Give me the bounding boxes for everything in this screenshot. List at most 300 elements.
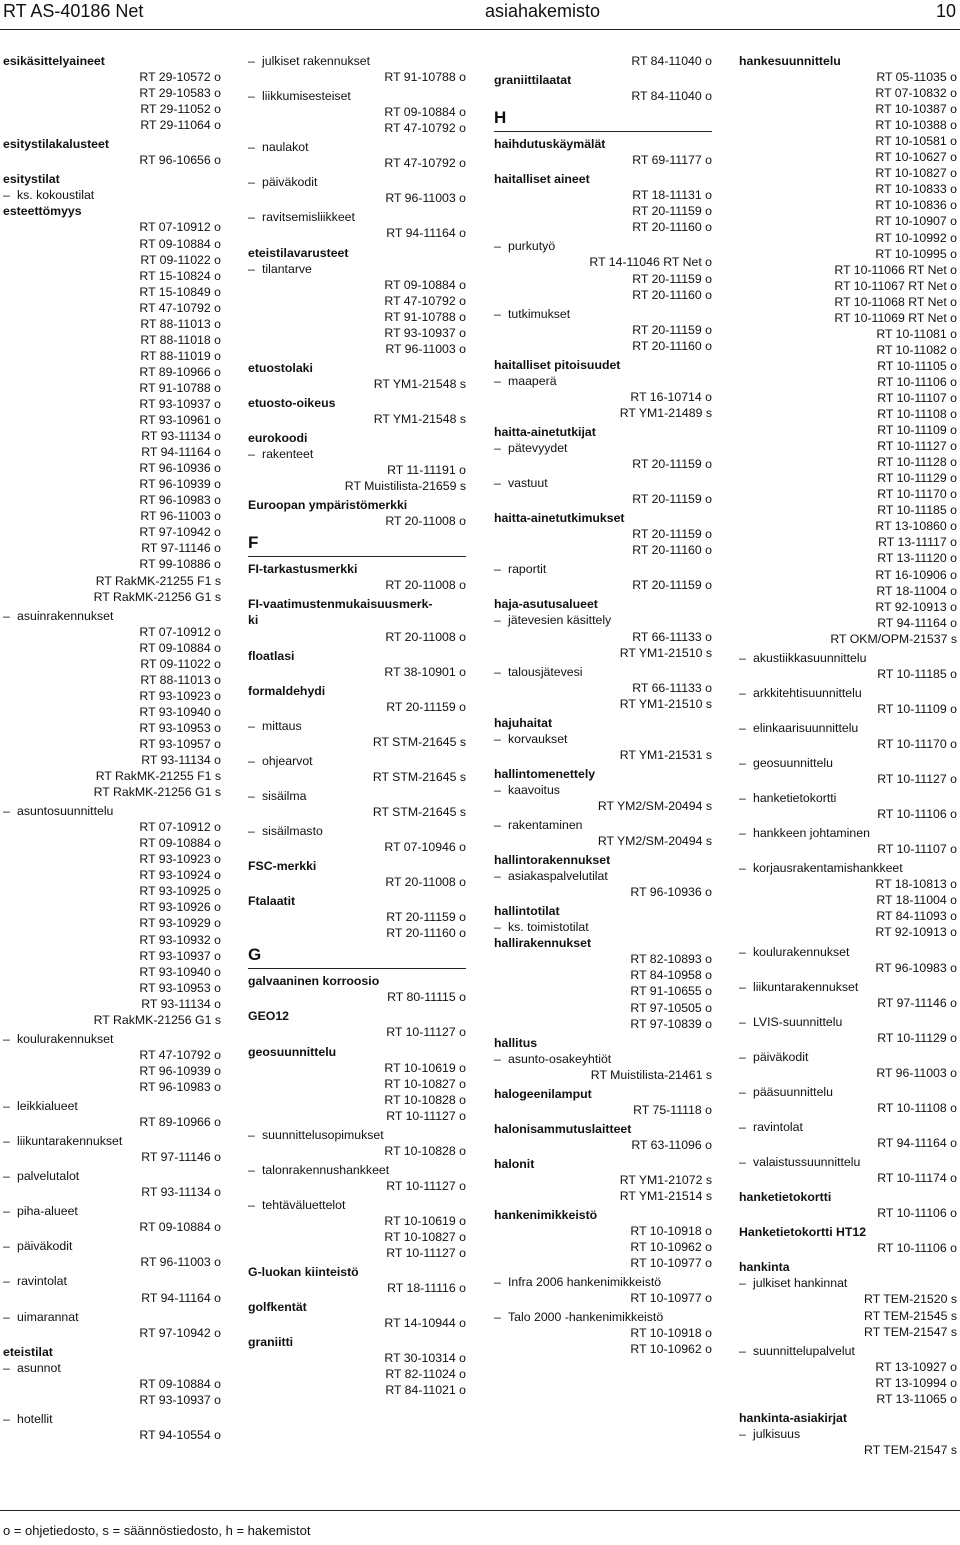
index-subterm: – ravitsemisliikkeet xyxy=(248,209,466,225)
index-subterm: – talonrakennushankkeet xyxy=(248,1162,466,1178)
document-reference: RT 10-11127 o xyxy=(877,772,957,787)
document-reference: RT TEM-21547 s xyxy=(864,1442,957,1457)
document-reference: RT 20-11160 o xyxy=(386,926,466,941)
document-reference: RT 10-11185 o xyxy=(877,503,957,518)
document-reference: RT 20-11160 o xyxy=(632,543,712,558)
header-rule xyxy=(0,29,960,30)
document-reference: RT 10-11105 o xyxy=(877,358,957,373)
document-reference: RT YM1-21072 s xyxy=(619,1173,712,1187)
index-subterm: – asuinrakennukset xyxy=(3,608,221,624)
document-reference: RT 29-10572 o xyxy=(139,70,221,85)
document-reference: RT 20-11159 o xyxy=(632,322,712,337)
document-reference: RT 10-10619 o xyxy=(384,1060,466,1075)
document-reference: RT 38-10901 o xyxy=(384,664,466,679)
document-reference: RT 80-11115 o xyxy=(387,990,466,1005)
document-reference: RT 47-10792 o xyxy=(384,121,466,136)
document-reference: RT 18-11116 o xyxy=(387,1281,466,1296)
document-reference: RT 10-11067 RT Net o xyxy=(834,278,957,293)
index-subterm: – ks. toimistotilat xyxy=(494,919,712,935)
index-subterm: – päiväkodit xyxy=(739,1049,957,1065)
document-reference: RT 15-10824 o xyxy=(139,268,221,283)
index-term: haja-asutusalueet xyxy=(494,597,598,612)
document-reference: RT 10-11106 o xyxy=(877,807,957,822)
document-reference: RT OKM/OPM-21537 s xyxy=(830,631,957,646)
index-term: ki xyxy=(248,613,259,628)
document-reference: RT 10-11068 RT Net o xyxy=(834,294,957,309)
index-subterm: – talousjätevesi xyxy=(494,664,712,680)
index-column-1 xyxy=(3,53,221,1443)
index-subterm: – uimarannat xyxy=(3,1309,221,1325)
document-reference: RT 93-10940 o xyxy=(139,964,221,979)
document-reference: RT 18-11004 o xyxy=(876,583,957,598)
footer-rule xyxy=(0,1510,960,1511)
index-subterm: – koulurakennukset xyxy=(739,944,957,960)
index-subterm: – vastuut xyxy=(494,475,712,491)
document-reference: RT 89-10966 o xyxy=(139,364,221,379)
index-term: esikäsittelyaineet xyxy=(3,54,105,68)
document-reference: RT YM1-21489 s xyxy=(619,405,712,420)
document-reference: RT 14-10944 o xyxy=(384,1316,466,1331)
document-reference: RT 09-11022 o xyxy=(140,656,221,671)
document-reference: RT 93-11134 o xyxy=(141,753,221,768)
document-reference: RT 93-10925 o xyxy=(139,884,221,899)
document-reference: RT 20-11008 o xyxy=(385,629,466,644)
document-reference: RT 10-10962 o xyxy=(630,1342,712,1357)
index-term: hankinta-asiakirjat xyxy=(739,1410,847,1425)
index-subterm: – päiväkodit xyxy=(248,174,466,190)
document-reference: RT 18-11131 o xyxy=(632,188,712,203)
document-reference: RT RakMK-21255 F1 s xyxy=(95,573,221,588)
index-subterm: – ravintolat xyxy=(3,1273,221,1289)
document-reference: RT 10-10828 o xyxy=(384,1143,466,1158)
document-reference: RT 94-10554 o xyxy=(139,1427,221,1442)
document-reference: RT 10-11170 o xyxy=(877,487,957,502)
document-reference: RT 94-11164 o xyxy=(141,445,221,460)
document-reference: RT 10-11174 o xyxy=(877,1171,957,1186)
index-term: esitystilakalusteet xyxy=(3,137,109,152)
index-subterm: – sisäilmasto xyxy=(248,823,466,839)
document-reference: RT YM2/SM-20494 s xyxy=(597,834,712,849)
document-reference: RT 96-11003 o xyxy=(385,191,466,206)
document-reference: RT STM-21645 s xyxy=(372,734,466,749)
document-reference: RT 10-11106 o xyxy=(877,1206,957,1221)
document-reference: RT TEM-21545 s xyxy=(864,1308,957,1323)
index-column-4 xyxy=(739,53,957,1458)
index-term: G-luokan kiinteistö xyxy=(248,1265,359,1280)
section-title: asiahakemisto xyxy=(484,1,601,21)
document-reference: RT 10-11127 o xyxy=(386,1108,466,1123)
document-reference: RT 91-10788 o xyxy=(139,380,221,395)
index-term: haitta-ainetutkimukset xyxy=(494,511,625,526)
index-subterm: – liikuntarakennukset xyxy=(739,979,957,995)
document-reference: RT 92-10913 o xyxy=(875,599,957,614)
document-reference: RT 20-11159 o xyxy=(632,492,712,507)
document-reference: RT 10-10962 o xyxy=(630,1240,712,1255)
document-reference: RT 20-11159 o xyxy=(632,204,712,219)
index-term: hallintorakennukset xyxy=(494,853,611,868)
index-term: haitta-ainetutkijat xyxy=(494,424,596,439)
index-subterm: – korvaukset xyxy=(494,731,712,747)
document-reference: RT 10-11127 o xyxy=(386,1178,466,1193)
document-reference: RT YM1-21510 s xyxy=(619,645,712,660)
document-reference: RT 96-10939 o xyxy=(139,477,221,492)
index-term: eurokoodi xyxy=(248,431,308,446)
document-reference: RT 84-11040 o xyxy=(631,89,712,104)
document-reference: RT 93-10957 o xyxy=(139,736,221,751)
document-reference: RT 96-10983 o xyxy=(139,1079,221,1094)
document-reference: RT 84-10958 o xyxy=(630,968,712,983)
document-reference: RT 97-10942 o xyxy=(139,525,221,540)
document-reference: RT 94-11164 o xyxy=(141,1290,221,1305)
document-reference: RT RakMK-21255 F1 s xyxy=(95,769,221,784)
document-reference: RT 20-11159 o xyxy=(386,910,466,925)
index-subterm: – pätevyydet xyxy=(494,440,712,456)
document-reference: RT 97-10505 o xyxy=(630,1000,712,1015)
document-reference: RT 10-10581 o xyxy=(875,134,957,149)
document-reference: RT 18-11004 o xyxy=(876,893,957,908)
index-term: floatlasi xyxy=(248,648,295,663)
document-reference: RT 09-10884 o xyxy=(384,277,466,292)
document-reference: RT 82-10893 o xyxy=(630,952,712,967)
index-subterm: – julkisuus xyxy=(739,1426,957,1442)
document-reference: RT 13-11065 o xyxy=(876,1391,957,1406)
document-reference: RT 93-10932 o xyxy=(139,932,221,947)
document-reference: RT 96-11003 o xyxy=(385,341,466,356)
document-reference: RT 91-10788 o xyxy=(384,309,466,324)
index-subterm: – tutkimukset xyxy=(494,306,712,322)
index-subterm: – pääsuunnittelu xyxy=(739,1084,957,1100)
document-reference: RT 93-10937 o xyxy=(384,325,466,340)
document-reference: RT 16-10714 o xyxy=(630,389,712,404)
index-term: etuosto-oikeus xyxy=(248,395,336,410)
index-term: esitystilat xyxy=(3,172,60,187)
document-reference: RT 13-11117 o xyxy=(878,535,957,550)
document-reference: RT 14-11046 RT Net o xyxy=(589,255,712,270)
document-reference: RT 66-11133 o xyxy=(632,680,712,695)
document-reference: RT 10-11128 o xyxy=(877,455,957,470)
index-subterm: – piha-alueet xyxy=(3,1203,221,1219)
document-reference: RT 10-11082 o xyxy=(876,342,957,357)
document-reference: RT 93-11134 o xyxy=(141,429,221,444)
page-header xyxy=(0,0,960,28)
document-reference: RT 10-11127 o xyxy=(386,1246,466,1261)
index-subterm: – arkkitehtisuunnittelu xyxy=(739,685,957,701)
index-subterm: – rakenteet xyxy=(248,446,466,462)
index-term: Euroopan ympäristömerkki xyxy=(248,498,408,513)
document-reference: RT 66-11133 o xyxy=(632,629,712,644)
document-reference: RT 10-11107 o xyxy=(877,390,957,405)
document-reference: RT 13-10994 o xyxy=(875,1375,957,1390)
index-subterm: – julkiset hankinnat xyxy=(739,1275,957,1291)
document-reference: RT YM1-21510 s xyxy=(619,696,712,711)
document-reference: RT 47-10792 o xyxy=(384,156,466,171)
index-term: hallintomenettely xyxy=(494,766,596,781)
document-reference: RT 97-10839 o xyxy=(630,1016,712,1031)
document-reference: RT 93-10937 o xyxy=(139,948,221,963)
document-reference: RT STM-21645 s xyxy=(372,804,466,819)
index-subterm: – asunnot xyxy=(3,1360,221,1376)
document-reference: RT 93-10961 o xyxy=(139,413,221,428)
document-reference: RT 09-10884 o xyxy=(139,1220,221,1235)
document-reference: RT 07-10946 o xyxy=(384,840,466,855)
index-subterm: – asunto-osakeyhtiöt xyxy=(494,1051,712,1067)
document-reference: RT 10-10918 o xyxy=(630,1326,712,1341)
index-term: graniittilaatat xyxy=(494,73,572,88)
document-reference: RT 20-11008 o xyxy=(385,875,466,890)
index-subterm: – hanketietokortti xyxy=(739,790,957,806)
index-subterm: – julkiset rakennukset xyxy=(248,53,466,69)
document-reference: RT RakMK-21256 G1 s xyxy=(93,785,221,800)
document-reference: RT 84-11021 o xyxy=(385,1383,466,1398)
document-reference: RT 10-11106 o xyxy=(877,1241,957,1256)
document-reference: RT 09-10884 o xyxy=(139,640,221,655)
index-subterm: – kaavoitus xyxy=(494,782,712,798)
document-reference: RT 88-11013 o xyxy=(140,672,221,687)
index-subterm: – Infra 2006 hankenimikkeistö xyxy=(494,1274,712,1290)
document-reference: RT YM2/SM-20494 s xyxy=(597,798,712,813)
document-reference: RT 96-10939 o xyxy=(139,1063,221,1078)
index-term: Hanketietokortti HT12 xyxy=(739,1225,867,1240)
index-term: FSC-merkki xyxy=(248,859,317,874)
index-term: etuostolaki xyxy=(248,360,313,375)
document-reference: RT 20-11159 o xyxy=(632,457,712,472)
document-reference: RT STM-21645 s xyxy=(372,769,466,784)
index-subterm: – purkutyö xyxy=(494,238,712,254)
index-term: FI-tarkastusmerkki xyxy=(248,562,358,577)
document-reference: RT 10-10619 o xyxy=(384,1214,466,1228)
index-subterm: – LVIS-suunnittelu xyxy=(739,1014,957,1030)
document-reference: RT 10-11127 o xyxy=(877,439,957,454)
document-reference: RT 10-11108 o xyxy=(877,1100,957,1115)
document-reference: RT 29-11052 o xyxy=(140,102,221,117)
document-reference: RT RakMK-21256 G1 s xyxy=(93,589,221,604)
document-reference: RT 99-10886 o xyxy=(139,557,221,572)
document-reference: RT 10-10827 o xyxy=(875,166,957,181)
index-subterm: – sisäilma xyxy=(248,788,466,804)
document-reference: RT 10-10907 o xyxy=(875,214,957,229)
document-reference: RT 10-10387 o xyxy=(875,102,957,117)
document-reference: RT 15-10849 o xyxy=(139,284,221,299)
document-reference: RT YM1-21531 s xyxy=(619,747,712,762)
document-reference: RT 93-10937 o xyxy=(139,1392,221,1407)
document-reference: RT 97-11146 o xyxy=(141,541,221,556)
document-reference: RT 82-11024 o xyxy=(385,1367,466,1382)
index-subterm: – hotellit xyxy=(3,1411,221,1427)
document-reference: RT 10-10977 o xyxy=(630,1291,712,1306)
document-reference: RT 09-10884 o xyxy=(384,105,466,120)
document-reference: RT 93-10929 o xyxy=(139,916,221,931)
index-term: hankinta xyxy=(739,1260,790,1275)
index-subterm: – tehtäväluettelot xyxy=(248,1197,466,1213)
index-subterm: – liikuntarakennukset xyxy=(3,1133,221,1149)
index-term: Ftalaatit xyxy=(248,894,296,909)
document-reference: RT 47-10792 o xyxy=(139,1047,221,1062)
document-reference: RT 96-11003 o xyxy=(140,509,221,524)
document-reference: RT 10-11106 o xyxy=(877,374,957,389)
document-reference: RT 84-11093 o xyxy=(876,909,957,924)
document-reference: RT 94-11164 o xyxy=(386,226,466,241)
index-subterm: – naulakot xyxy=(248,139,466,155)
document-reference: RT 93-10953 o xyxy=(139,720,221,735)
document-reference: RT 13-11120 o xyxy=(877,551,957,566)
document-reference: RT 94-11164 o xyxy=(877,615,957,630)
index-term: halogeenilamput xyxy=(494,1086,592,1101)
document-reference: RT 10-11185 o xyxy=(877,666,957,681)
index-term: hankesuunnittelu xyxy=(739,54,841,68)
index-term: halonit xyxy=(494,1156,535,1171)
document-reference: RT 93-10923 o xyxy=(139,852,221,867)
letter-heading: H xyxy=(494,108,712,132)
index-subterm: – asiakaspalvelutilat xyxy=(494,868,712,884)
document-reference: RT 93-10937 o xyxy=(139,396,221,411)
document-reference: RT 96-10936 o xyxy=(139,461,221,476)
index-subterm: – päiväkodit xyxy=(3,1238,221,1254)
document-reference: RT 10-10918 o xyxy=(630,1224,712,1239)
document-reference: RT 93-11134 o xyxy=(141,996,221,1011)
document-reference: RT 97-10942 o xyxy=(139,1325,221,1340)
index-subterm: – maaperä xyxy=(494,373,712,389)
document-reference: RT TEM-21547 s xyxy=(864,1324,957,1339)
document-reference: RT 20-11159 o xyxy=(386,699,466,714)
document-reference: RT 94-11164 o xyxy=(877,1136,957,1151)
document-reference: RT 20-11160 o xyxy=(632,220,712,235)
document-reference: RT RakMK-21256 G1 s xyxy=(93,1012,221,1027)
index-term: hajuhaitat xyxy=(494,715,553,730)
document-reference: RT 20-11159 o xyxy=(632,527,712,542)
document-reference: RT 10-11109 o xyxy=(877,701,957,716)
index-subterm: – hankkeen johtaminen xyxy=(739,825,957,841)
document-reference: RT 10-11108 o xyxy=(877,407,957,422)
document-reference: RT Muistilista-21461 s xyxy=(590,1067,712,1082)
document-reference: RT 10-11107 o xyxy=(877,842,957,857)
document-reference: RT 96-11003 o xyxy=(876,1065,957,1080)
index-subterm: – raportit xyxy=(494,561,712,577)
document-reference: RT TEM-21520 s xyxy=(864,1292,957,1307)
index-subterm: – ravintolat xyxy=(739,1119,957,1135)
legend-footer: o = ohjetiedosto, s = säännöstiedosto, h = hakemistot xyxy=(3,1523,311,1538)
document-reference: RT 47-10792 o xyxy=(139,300,221,315)
document-reference: RT 88-11013 o xyxy=(140,316,221,331)
document-reference: RT 97-11146 o xyxy=(877,995,957,1010)
document-reference: RT 09-10884 o xyxy=(139,236,221,251)
index-subterm: – geosuunnittelu xyxy=(739,755,957,771)
index-term: hanketietokortti xyxy=(739,1190,832,1205)
letter-heading: G xyxy=(248,945,466,969)
document-reference: RT 10-11066 RT Net o xyxy=(834,262,957,277)
document-reference: RT 10-10992 o xyxy=(875,230,957,245)
document-reference: RT 10-11069 RT Net o xyxy=(834,310,957,325)
document-reference: RT 63-11096 o xyxy=(631,1137,712,1152)
document-reference: RT YM1-21548 s xyxy=(373,411,466,426)
document-reference: RT 05-11035 o xyxy=(876,70,957,85)
index-subterm: – korjausrakentamishankkeet xyxy=(739,860,957,876)
document-reference: RT 10-10828 o xyxy=(384,1092,466,1107)
document-reference: RT 10-10833 o xyxy=(875,182,957,197)
document-reference: RT 13-10860 o xyxy=(875,519,957,534)
document-reference: RT Muistilista-21659 s xyxy=(344,479,466,494)
document-reference: RT 93-10926 o xyxy=(139,900,221,915)
index-term: haitalliset aineet xyxy=(494,172,590,187)
document-reference: RT 69-11177 o xyxy=(632,153,712,168)
index-column-3 xyxy=(494,53,712,1358)
document-reference: RT 47-10792 o xyxy=(384,293,466,308)
index-term: formaldehydi xyxy=(248,683,326,698)
document-reference: RT YM1-21514 s xyxy=(619,1189,712,1204)
document-reference: RT 10-11109 o xyxy=(877,423,957,438)
index-subterm: – koulurakennukset xyxy=(3,1031,221,1047)
document-reference: RT 07-10912 o xyxy=(139,820,221,835)
document-reference: RT YM1-21548 s xyxy=(373,376,466,391)
document-reference: RT 07-10832 o xyxy=(875,86,957,101)
document-reference: RT 16-10906 o xyxy=(875,567,957,582)
index-subterm: – liikkumisesteiset xyxy=(248,88,466,104)
document-reference: RT 10-11127 o xyxy=(386,1025,466,1040)
document-reference: RT 10-11081 o xyxy=(876,326,957,341)
index-subterm: – asuntosuunnittelu xyxy=(3,803,221,819)
document-reference: RT 93-10953 o xyxy=(139,980,221,995)
index-term: hankenimikkeistö xyxy=(494,1208,598,1223)
document-reference: RT 75-11118 o xyxy=(633,1102,712,1117)
document-reference: RT 20-11159 o xyxy=(632,271,712,286)
index-column-2 xyxy=(248,53,466,1399)
document-reference: RT 96-10983 o xyxy=(875,960,957,975)
document-reference: RT 92-10913 o xyxy=(875,925,957,940)
document-reference: RT 29-11064 o xyxy=(140,118,221,133)
document-reference: RT 09-11022 o xyxy=(140,252,221,267)
document-reference: RT 93-10923 o xyxy=(139,688,221,703)
index-term: hallitus xyxy=(494,1035,538,1050)
index-subterm: – elinkaarisuunnittelu xyxy=(739,720,957,736)
document-reference: RT 20-11160 o xyxy=(632,287,712,302)
index-term: golfkentät xyxy=(248,1300,307,1315)
page-number: 10 xyxy=(935,1,956,21)
document-reference: RT 07-10912 o xyxy=(139,624,221,639)
document-reference: RT 93-11134 o xyxy=(141,1185,221,1200)
index-subterm: – ohjearvot xyxy=(248,753,466,769)
index-term: GEO12 xyxy=(248,1009,290,1024)
document-reference: RT 96-11003 o xyxy=(140,1255,221,1270)
document-reference: RT 96-10656 o xyxy=(139,153,221,168)
document-reference: RT 96-10936 o xyxy=(630,885,712,900)
document-reference: RT 10-11129 o xyxy=(877,1030,957,1045)
index-term: hallintotilat xyxy=(494,904,560,919)
index-term: galvaaninen korroosio xyxy=(248,974,380,989)
index-subterm: – tilantarve xyxy=(248,261,466,277)
document-reference: RT 20-11160 o xyxy=(632,338,712,353)
document-reference: RT 07-10912 o xyxy=(139,220,221,235)
index-subterm: – leikkialueet xyxy=(3,1098,221,1114)
document-reference: RT 93-10940 o xyxy=(139,704,221,719)
document-reference: RT 20-11008 o xyxy=(385,514,466,529)
document-reference: RT 91-10655 o xyxy=(630,984,712,999)
index-subterm: – suunnittelupalvelut xyxy=(739,1343,957,1359)
index-term: geosuunnittelu xyxy=(248,1044,337,1059)
document-reference: RT 10-10836 o xyxy=(875,198,957,213)
letter-heading: F xyxy=(248,533,466,557)
document-reference: RT 88-11019 o xyxy=(140,348,221,363)
document-reference: RT 10-11129 o xyxy=(877,471,957,486)
index-subterm: – mittaus xyxy=(248,718,466,734)
document-reference: RT 18-10813 o xyxy=(875,877,957,892)
index-term: hallirakennukset xyxy=(494,936,592,951)
document-reference: RT 93-10924 o xyxy=(139,868,221,883)
index-subterm: – rakentaminen xyxy=(494,817,712,833)
document-reference: RT 10-10627 o xyxy=(875,150,957,165)
document-reference: RT 96-10983 o xyxy=(139,493,221,508)
index-subterm: – suunnittelusopimukset xyxy=(248,1127,466,1143)
document-reference: RT 88-11018 o xyxy=(140,332,221,347)
document-reference: RT 20-11159 o xyxy=(632,578,712,593)
